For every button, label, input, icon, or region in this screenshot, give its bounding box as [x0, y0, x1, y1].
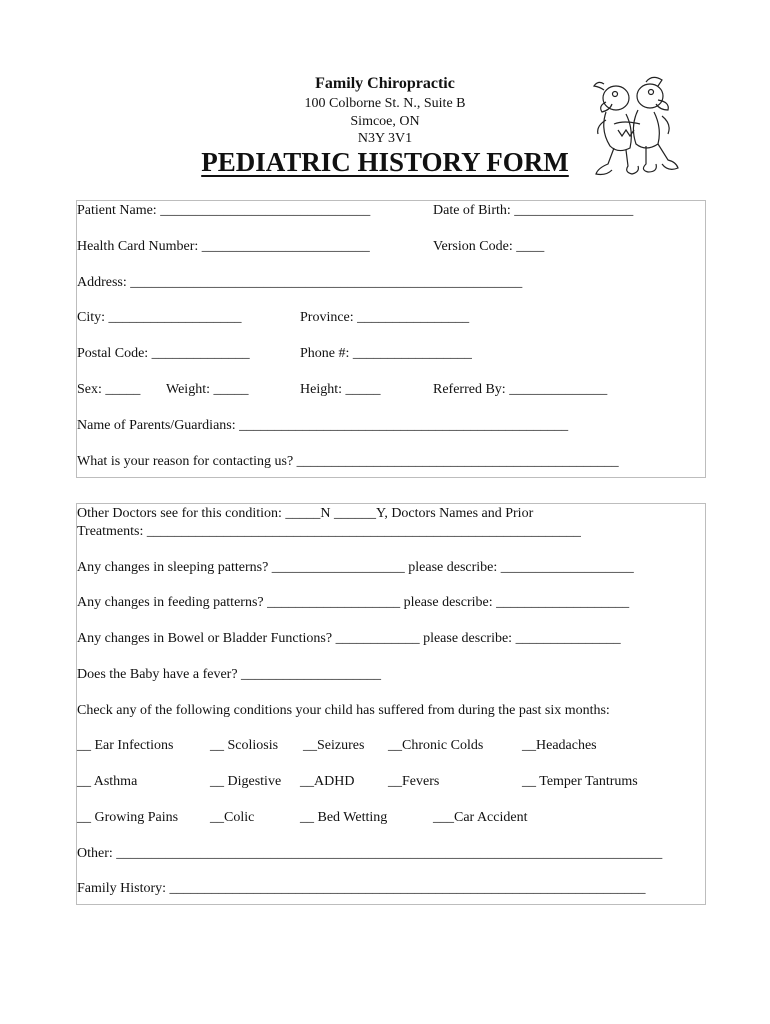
- condition-colic[interactable]: __Colic: [210, 810, 255, 825]
- health-card-number-field[interactable]: Health Card Number: ________________________: [77, 239, 370, 254]
- condition-bed-wetting[interactable]: __ Bed Wetting: [300, 810, 388, 825]
- postal-code-field[interactable]: Postal Code: ______________: [77, 346, 250, 361]
- version-code-field[interactable]: Version Code: ____: [433, 239, 545, 254]
- bowel-bladder-field[interactable]: Any changes in Bowel or Bladder Functions? ____________ please describe: _______________: [77, 631, 621, 646]
- clinic-postal-code: N3Y 3V1: [357, 131, 413, 146]
- sleeping-patterns-field[interactable]: Any changes in sleeping patterns? ___________________ please describe: ___________________: [77, 560, 634, 575]
- feeding-patterns-field[interactable]: Any changes in feeding patterns? ___________________ please describe: ___________________: [77, 595, 630, 610]
- condition-temper-tantrums[interactable]: __ Temper Tantrums: [522, 774, 638, 789]
- phone-field[interactable]: Phone #: _________________: [300, 346, 472, 361]
- condition-ear-infections[interactable]: __ Ear Infections: [77, 738, 174, 753]
- conditions-instructions: Check any of the following conditions your child has suffered from during the past six months:: [77, 703, 610, 718]
- condition-headaches[interactable]: __Headaches: [522, 738, 597, 753]
- clinic-address-line2: Simcoe, ON: [350, 114, 420, 129]
- form-title: PEDIATRIC HISTORY FORM: [201, 147, 569, 177]
- date-of-birth-field[interactable]: Date of Birth: _________________: [433, 203, 634, 218]
- cartoon-ducks-logo: [588, 74, 680, 184]
- condition-growing-pains[interactable]: __ Growing Pains: [77, 810, 179, 825]
- height-field[interactable]: Height: _____: [300, 382, 381, 397]
- sex-field[interactable]: Sex: _____: [77, 382, 141, 397]
- reason-for-contact-field[interactable]: What is your reason for contacting us? ______________________________________________: [77, 454, 619, 469]
- condition-adhd[interactable]: __ADHD: [300, 774, 355, 789]
- fever-field[interactable]: Does the Baby have a fever? ____________________: [77, 667, 382, 682]
- weight-field[interactable]: Weight: _____: [166, 382, 249, 397]
- other-doctors-field[interactable]: Other Doctors see for this condition: _____N ______Y, Doctors Names and Prior: [77, 506, 534, 521]
- condition-scoliosis[interactable]: __ Scoliosis: [210, 738, 279, 753]
- referred-by-field[interactable]: Referred By: ______________: [433, 382, 608, 397]
- parents-guardians-field[interactable]: Name of Parents/Guardians: _______________________________________________: [77, 418, 569, 433]
- condition-seizures[interactable]: __Seizures: [303, 738, 365, 753]
- condition-fevers[interactable]: __Fevers: [388, 774, 440, 789]
- condition-asthma[interactable]: __ Asthma: [77, 774, 138, 789]
- family-history-field[interactable]: Family History: ____________________________________________________________________: [77, 881, 646, 896]
- patient-name-field[interactable]: Patient Name: ______________________________: [77, 203, 371, 218]
- condition-car-accident[interactable]: ___Car Accident: [433, 810, 528, 825]
- other-conditions-field[interactable]: Other: ______________________________________________________________________________: [77, 846, 663, 861]
- city-field[interactable]: City: ___________________: [77, 310, 242, 325]
- prior-treatments-field[interactable]: Treatments: ______________________________________________________________: [77, 524, 581, 539]
- province-field[interactable]: Province: ________________: [300, 310, 470, 325]
- condition-digestive[interactable]: __ Digestive: [210, 774, 282, 789]
- condition-chronic-colds[interactable]: __Chronic Colds: [388, 738, 484, 753]
- clinic-name: Family Chiropractic: [315, 75, 455, 92]
- clinic-address-line1: 100 Colborne St. N., Suite B: [304, 96, 466, 111]
- address-field[interactable]: Address: ________________________________________________________: [77, 275, 523, 290]
